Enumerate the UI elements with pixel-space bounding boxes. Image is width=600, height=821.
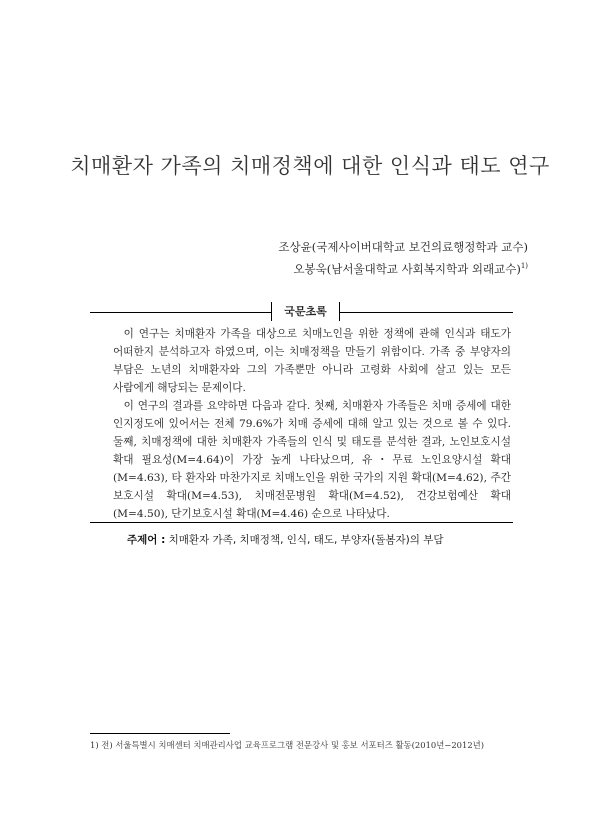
author-2-footnote-mark: 1) [520, 261, 528, 270]
footnote: 1) 전) 서울특별시 치매센터 치매관리사업 교육프로그램 전문강사 및 홍보 서포터즈 활동(2010년−2012년) [90, 740, 485, 750]
author-block [278, 235, 528, 279]
author-1 [278, 235, 528, 257]
author-2-line: 오봉욱(남서울대학교 사회복지학과 외래교수) [293, 261, 521, 276]
keywords-label: 주제어 : [127, 534, 166, 546]
abstract-header [90, 301, 513, 323]
abstract-rule-left [90, 312, 271, 313]
keywords-text: 치매환자 가족, 치매정책, 인식, 태도, 부양자(돌봄자)의 부담 [168, 534, 444, 546]
abstract-paragraph-1: 이 연구는 치매환자 가족을 대상으로 치매노인을 위한 정책에 관해 인식과 태도가 어떠한지 분석하고자 하였으며, 이는 치매정책을 만들기 위함이다. 가족 중 부양자의 부담은 노년의 치매환자와 그의 가족뿐만 아니라 고령화 사회에 살고 있는 모든 사람에게 해당되는 문제이다. [113, 328, 511, 394]
keywords [127, 532, 444, 547]
author-1-line: 조상윤(국제사이버대학교 보건의료행정학과 교수) [278, 239, 528, 254]
abstract-paragraph-2: 이 연구의 결과를 요약하면 다음과 같다. 첫째, 치매환자 가족들은 치매 증세에 대한 인지정도에 있어서는 전체 79.6%가 치매 증세에 대해 알고 있는 것으로 볼 수 있다. 둘째, 치매정책에 대한 치매환자 가족들의 인식 및 태도를 분석한 결과, 노인보호시설 확대 필요성(M=4.64)이 가장 높게 나타났으며, 유・무료 노인요양시설 확대(M=4.63), 타 환자와 마찬가지로 치매노인을 위한 국가의 지원 확대(M=4.62), 주간 보호시설 확대(M=4.53), 치매전문병원 확대(M=4.52), 건강보험예산 확대(M=4.50), 단기보호시설 확대(M=4.46) 순으로 나타났다. [113, 400, 511, 520]
abstract-bottom-rule [90, 522, 513, 523]
abstract-body [113, 325, 511, 523]
author-2 [278, 257, 528, 279]
abstract-rule-right [340, 312, 513, 313]
paper-title: 치매환자 가족의 치매정책에 대한 인식과 태도 연구 [70, 154, 550, 178]
abstract-heading: 국문초록 [271, 302, 340, 321]
footnote-rule [90, 733, 230, 734]
